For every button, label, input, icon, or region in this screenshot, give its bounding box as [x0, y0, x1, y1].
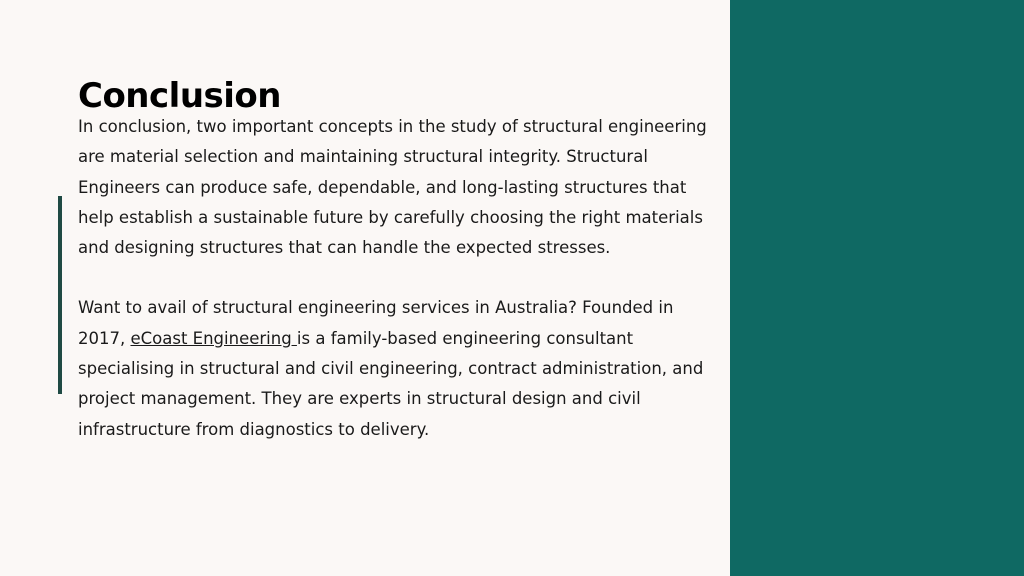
ecoast-engineering-link[interactable]: eCoast Engineering: [130, 328, 297, 348]
paragraph-services: [78, 293, 718, 444]
body-text: [78, 112, 718, 445]
accent-bar: [58, 196, 62, 394]
slide-title: Conclusion: [78, 76, 281, 116]
paragraph-services-intro: Want to avail of structural engineering services in Australia? Founded in 2017,: [78, 298, 674, 348]
paragraph-conclusion: In conclusion, two important concepts in the study of structural engineering are material selection and maintaining structural integrity. Structural Engineers can produce safe, dependable, and long-lasting structures that help establish a sustainable future by carefully choosing the right materials and designing structures that can handle the expected stresses.: [78, 117, 707, 258]
paragraph-services-rest: is a family-based engineering consultant specialising in structural and civil engineering, contract administration, and project management. They are experts in structural design and civil infrastructure from diagnostics to delivery.: [78, 328, 704, 439]
right-color-panel: [730, 0, 1024, 576]
